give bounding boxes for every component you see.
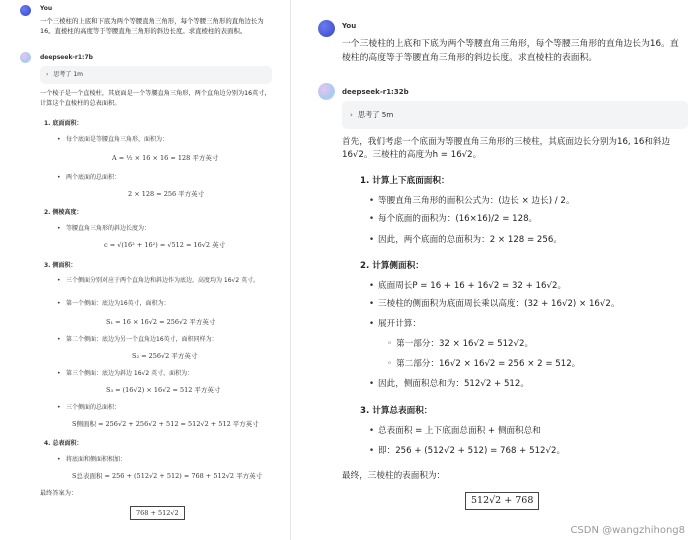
answer-intro: 首先，我们考虑一个底面为等腰直角三角形的三棱柱，其底面边长分别为16, 16和斜边16√2。三棱柱的高度为h = 16√2。 [342,137,671,161]
section-1-bullet-2: • 两个底面的总面积： [66,174,120,182]
section-3-bullet-4: • 第三个侧面：底边为斜边 16√2 英寸，面积为： [66,370,193,378]
section-3-bullet-2: • 即：256 + (512√2 + 512) = 768 + 512√2。 [378,445,565,457]
final-answer-box: 512√2 + 768 [465,492,539,510]
section-1-title: 1. 底面面积： [44,120,83,127]
section-3-bullet-1: • 三个侧面分别对应于两个直角边和斜边作为底边，高度均为 16√2 英寸。 [66,277,259,285]
user-question: 一个三棱柱的上底和下底为两个等腰直角三角形，每个等腰三角形的直角边长为16。直棱柱的高度等于等腰直角三角形的斜边长度。求直棱柱的表面积。 [342,39,679,63]
section-3-title: 3. 侧面积： [44,262,77,269]
think-label: 思考了 5m [357,110,394,119]
section-2-sub-bullet-1: ◦ 第一部分：32 × 16√2 = 512√2。 [396,338,533,350]
section-2-equation-1: c = √(16² + 16²) = √512 = 16√2 英寸 [104,241,226,249]
think-toggle[interactable] [342,101,688,129]
section-2-bullet-3: • 展开计算： [378,318,421,330]
user-avatar [20,5,31,16]
think-label: 思考了 1m [53,71,83,78]
assistant-avatar [318,83,335,100]
section-3-title: 3. 计算总表面积： [360,406,433,416]
think-toggle[interactable] [40,66,272,84]
answer-intro: 一个棱子是一个直棱柱，其底面是一个等腰直角三角形，两个直角边分别为16英寸，计算这个直棱柱的总表面积。 [40,90,271,107]
section-4-title: 4. 总表面积： [44,440,83,447]
user-label: You [40,5,53,12]
section-4-bullet-1: • 将底面和侧面积相加： [66,456,126,464]
chevron-right-icon: › [46,71,49,78]
section-2-sub-bullet-2: ◦ 第二部分：16√2 × 16√2 = 256 × 2 = 512。 [396,358,580,370]
section-1-bullet-1: • 每个底面是等腰直角三角形，面积为： [66,136,168,144]
section-1-bullet-1: • 等腰直角三角形的面积公式为：(边长 × 边长) / 2。 [378,195,574,207]
section-2-bullet-1: • 底面周长P = 16 + 16 + 16√2 = 32 + 16√2。 [378,280,566,292]
section-1-title: 1. 计算上下底面面积： [360,176,450,186]
section-1-bullet-3: • 因此，两个底面的总面积为：2 × 128 = 256。 [378,234,562,246]
section-2-title: 2. 计算侧面积： [360,261,424,271]
assistant-label: deepseek-r1:7b [40,54,93,61]
section-4-equation-1: S总表面积 = 256 + (512√2 + 512) = 768 + 512√2 平方英寸 [72,472,263,480]
section-3-bullet-5: • 三个侧面的总面积： [66,404,120,412]
user-label: You [342,22,357,30]
section-3-equation-4: S₃ = (16√2) × 16√2 = 512 平方英寸 [106,386,221,394]
section-2-title: 2. 侧棱高度： [44,209,83,216]
user-question: 一个三棱柱的上底和下底为两个等腰直角三角形，每个等腰三角形的直角边长为16。直棱柱的高度等于等腰直角三角形的斜边长度。求直棱柱的表面积。 [40,17,264,35]
final-answer-label: 最终答案为： [40,490,78,497]
user-avatar [318,20,335,37]
section-3-bullet-3: • 第二个侧面：底边为另一个直角边16英寸，面积同样为： [66,336,218,344]
section-2-bullet-4: • 因此，侧面积总和为：512√2 + 512。 [378,378,529,390]
right-chat-panel [300,0,693,540]
assistant-label: deepseek-r1:32b [342,88,409,96]
section-3-bullet-2: • 第一个侧面：底边为16英寸，面积为： [66,300,170,308]
section-1-equation-1: A = ½ × 16 × 16 = 128 平方英寸 [112,154,219,162]
chevron-right-icon: › [350,110,353,119]
left-chat-panel [0,0,291,540]
section-3-equation-3: S₂ = 256√2 平方英寸 [132,352,198,360]
section-1-bullet-2: • 每个底面的面积为：(16×16)/2 = 128。 [378,213,537,225]
section-3-equation-2: S₁ = 16 × 16√2 = 256√2 平方英寸 [106,318,216,326]
section-2-bullet-1: • 等腰直角三角形的斜边长度为： [66,225,150,233]
section-2-bullet-2: • 三棱柱的侧面积为底面周长乘以高度：(32 + 16√2) × 16√2。 [378,298,619,310]
section-1-equation-2: 2 × 128 = 256 平方英寸 [128,190,205,198]
assistant-avatar [20,52,31,63]
final-answer-box: 768 + 512√2 [130,506,185,520]
section-3-bullet-1: • 总表面积 = 上下底面总面积 + 侧面积总和 [378,425,541,437]
watermark: CSDN @wangzhihong8 [570,525,685,536]
final-answer-label: 最终，三棱柱的表面积为： [342,471,446,481]
section-3-equation-5: S侧面积 = 256√2 + 256√2 + 512 = 512√2 + 512 平方英寸 [72,420,259,428]
